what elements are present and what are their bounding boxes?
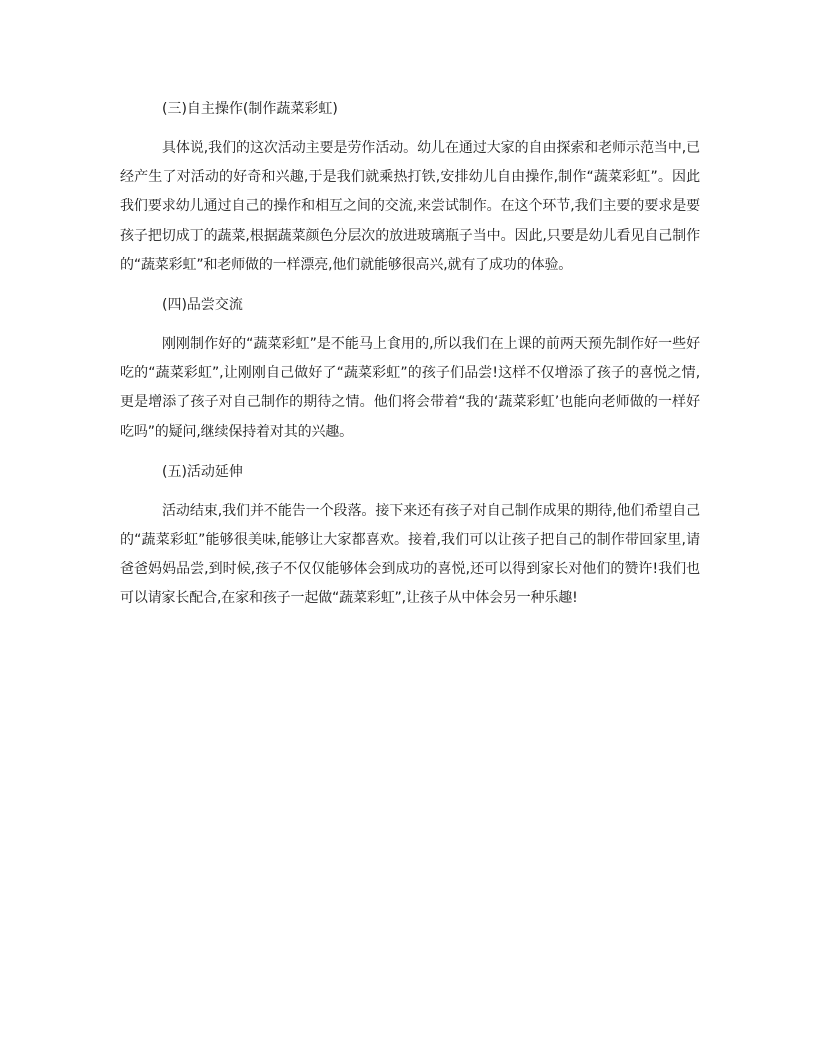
section-paragraph-extension: 活动结束,我们并不能告一个段落。接下来还有孩子对自己制作成果的期待,他们希望自己的“蔬菜彩虹”能够很美味,能够让大家都喜欢。接着,我们可以让孩子把自己的制作带回家里,请爸爸妈妈品尝,到时候,孩子不仅仅能够体会到成功的喜悦,还可以得到家长对他们的赞许!我们也可以请家长配合,在家和孩子一起做“蔬菜彩虹”,让孩子从中体会另一种乐趣!	[120, 502, 700, 607]
section-heading-self-operation: (三)自主操作(制作蔬菜彩虹)	[162, 101, 338, 117]
document-body	[120, 96, 700, 626]
section-paragraph-tasting: 刚刚制作好的“蔬菜彩虹”是不能马上食用的,所以我们在上课的前两天预先制作好一些好吃的“蔬菜彩虹”,让刚刚自己做好了“蔬菜彩虹”的孩子们品尝!这样不仅增添了孩子的喜悦之情,更是增添了孩子对自己制作的期待之情。他们将会带着“我的‘蔬菜彩虹’也能向老师做的一样好吃吗”的疑问,继续保持着对其的兴趣。	[120, 336, 700, 440]
section-paragraph-self-operation: 具体说,我们的这次活动主要是劳作活动。幼儿在通过大家的自由探索和老师示范当中,已经产生了对活动的好奇和兴趣,于是我们就乘热打铁,安排幼儿自由操作,制作“蔬菜彩虹”。因此我们要求幼儿通过自己的操作和相互之间的交流,来尝试制作。在这个环节,我们主要的要求是要孩子把切成丁的蔬菜,根据蔬菜颜色分层次的放进玻璃瓶子当中。因此,只要是幼儿看见自己制作的“蔬菜彩虹”和老师做的一样漂亮,他们就能够很高兴,就有了成功的体验。	[120, 140, 700, 273]
section-heading-tasting: (四)品尝交流	[162, 297, 243, 314]
section-heading-extension: (五)活动延伸	[162, 463, 243, 480]
